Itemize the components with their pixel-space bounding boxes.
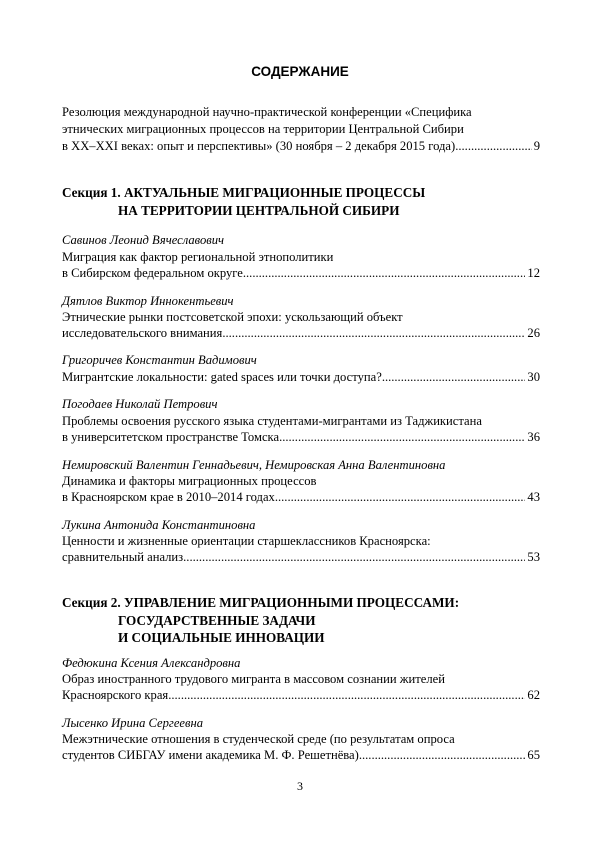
toc-entry-line[interactable]: [62, 429, 540, 445]
dot-leader: [359, 747, 526, 763]
dot-leader: [183, 549, 525, 565]
toc-entry-text: в Сибирском федеральном округе: [62, 266, 243, 280]
toc-author: Григоричев Константин Вадимович: [62, 353, 257, 367]
toc-entry-text: исследовательского внимания: [62, 326, 223, 340]
toc-entry-line: Миграция как фактор региональной этнополитики: [62, 250, 334, 264]
section-heading: [62, 594, 460, 645]
toc-entry-line: Динамика и факторы миграционных процессов: [62, 474, 317, 488]
toc-page-number: 30: [527, 370, 540, 384]
toc-entry-line[interactable]: [62, 687, 540, 703]
toc-author: Дятлов Виктор Иннокентьевич: [62, 294, 234, 308]
toc-author: Лысенко Ирина Сергеевна: [62, 716, 204, 730]
toc-entry-text: Красноярского края: [62, 688, 169, 702]
dot-leader: [382, 369, 526, 385]
toc-page-number: 26: [527, 326, 540, 340]
toc-entry-line[interactable]: [62, 265, 540, 281]
section-title-line: УПРАВЛЕНИЕ МИГРАЦИОННЫМИ ПРОЦЕССАМИ:: [123, 595, 460, 610]
toc-author: Савинов Леонид Вячеславович: [62, 233, 225, 247]
toc-entry-line: Резолюция международной научно-практической конференции «Специфика: [62, 105, 472, 119]
dot-leader: [279, 429, 525, 445]
toc-entry-text: в университетском пространстве Томска: [62, 430, 280, 444]
toc-entry-text: сравнительный анализ: [62, 550, 184, 564]
toc-page-number: 65: [527, 748, 540, 762]
toc-entry-line: Ценности и жизненные ориентации старшеклассников Красноярска:: [62, 534, 431, 548]
toc-entry-line[interactable]: [62, 747, 540, 763]
dot-leader: [168, 687, 525, 703]
toc-page-number: 43: [527, 490, 540, 504]
toc-page-number: 12: [527, 266, 540, 280]
page-number: 3: [297, 779, 303, 793]
toc-author: Лукина Антонида Константиновна: [62, 518, 256, 532]
toc-entry-text: Мигрантские локальности: gated spaces или точки доступа?: [62, 370, 382, 384]
dot-leader: [455, 138, 531, 154]
section-title-line: НА ТЕРРИТОРИИ ЦЕНТРАЛЬНОЙ СИБИРИ: [118, 203, 400, 218]
section-title-line: ГОСУДАРСТВЕННЫЕ ЗАДАЧИ: [118, 613, 316, 628]
dot-leader: [222, 325, 525, 341]
toc-entry-line[interactable]: [62, 138, 540, 154]
section-heading: [62, 184, 426, 218]
toc-entry-line: Этнические рынки постсоветской эпохи: ускользающий объект: [62, 310, 403, 324]
toc-author: Погодаев Николай Петрович: [62, 397, 218, 411]
toc-entry-text: в Красноярском крае в 2010–2014 годах: [62, 490, 275, 504]
section-title-line: И СОЦИАЛЬНЫЕ ИННОВАЦИИ: [118, 630, 325, 645]
toc-page-number: 53: [527, 550, 540, 564]
toc-entry-line[interactable]: [62, 325, 540, 341]
toc-entry-text: в XX–XXI веках: опыт и перспективы» (30 ноября – 2 декабря 2015 года): [62, 139, 456, 153]
toc-entry-text: студентов СИБГАУ имени академика М. Ф. Решетнёва): [62, 748, 359, 762]
toc-entry-line: Проблемы освоения русского языка студентами-мигрантами из Таджикистана: [62, 414, 482, 428]
toc-author: Федюкина Ксения Александровна: [62, 656, 241, 670]
section-label: Секция 1.: [62, 185, 121, 200]
toc-entry-line[interactable]: [62, 369, 540, 385]
toc-page-number: 9: [533, 139, 540, 153]
toc-page-number: 36: [527, 430, 540, 444]
toc-entry-line: Межэтнические отношения в студенческой среде (по результатам опроса: [62, 732, 455, 746]
toc-entry-line[interactable]: [62, 549, 540, 565]
section-title-line: АКТУАЛЬНЫЕ МИГРАЦИОННЫЕ ПРОЦЕССЫ: [123, 185, 426, 200]
toc-entry-line[interactable]: [62, 489, 540, 505]
toc-entry-line: Образ иностранного трудового мигранта в массовом сознании жителей: [62, 672, 445, 686]
toc-page-number: 62: [527, 688, 540, 702]
dot-leader: [243, 265, 526, 281]
toc-entry-line: этнических миграционных процессов на территории Центральной Сибири: [62, 122, 464, 136]
toc-author: Немировский Валентин Геннадьевич, Немировская Анна Валентиновна: [62, 458, 446, 472]
section-label: Секция 2.: [62, 595, 121, 610]
dot-leader: [275, 489, 526, 505]
page-title: СОДЕРЖАНИЕ: [251, 64, 349, 79]
